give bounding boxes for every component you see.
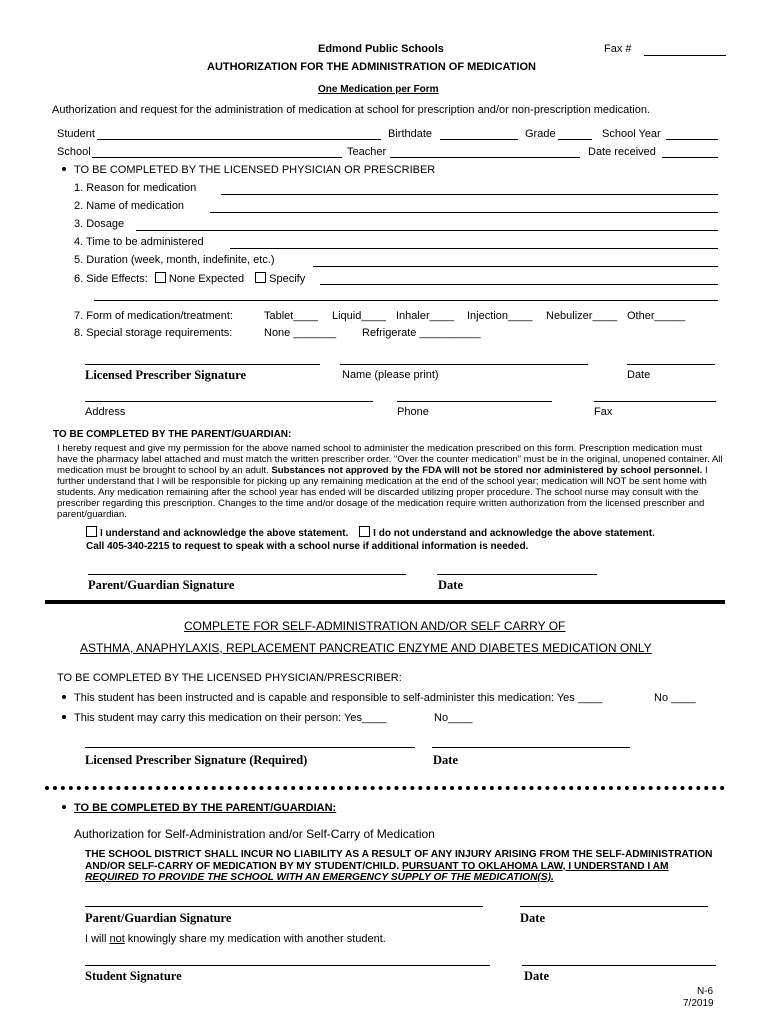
item-dosage: 3. Dosage xyxy=(74,218,125,230)
parent-signature-label: Parent/Guardian Signature xyxy=(88,578,235,592)
parent-heading: TO BE COMPLETED BY THE PARENT/GUARDIAN: xyxy=(53,429,292,440)
school-year-field[interactable] xyxy=(666,139,718,140)
reason-field[interactable] xyxy=(221,194,718,195)
prescriber-signature-label: Licensed Prescriber Signature xyxy=(85,368,247,382)
parent-date-line[interactable] xyxy=(437,574,597,575)
parent-signature-line[interactable] xyxy=(88,574,406,575)
prescriber-signature-line[interactable] xyxy=(85,364,320,365)
item-reason: 1. Reason for medication xyxy=(74,182,197,194)
date-line[interactable] xyxy=(627,364,715,365)
auth-title: Authorization for Self-Administration and/or Self-Carry of Medication xyxy=(74,827,435,841)
form-tablet[interactable]: Tablet____ xyxy=(264,310,318,322)
fax-label: Fax # xyxy=(604,43,632,55)
dotted-divider xyxy=(45,786,725,790)
dosage-field[interactable] xyxy=(136,230,718,231)
bullet-icon xyxy=(62,695,66,699)
form-title: AUTHORIZATION FOR THE ADMINISTRATION OF MEDICATION xyxy=(207,61,536,73)
storage-none[interactable]: None _______ xyxy=(264,327,337,339)
parent-self-heading: TO BE COMPLETED BY THE PARENT/GUARDIAN: xyxy=(62,802,336,814)
intro-text: Authorization and request for the administration of medication at school for prescription and/or non-prescription medication. xyxy=(52,104,650,116)
parent-permission-text: I hereby request and give my permission for the above named school to administer the medication prescribed on this form. Prescription medication must have the pharmacy label attached and must match the written prescriber order. “Over the counter medication” must be in the original, unopened container. All medication must be brought to school by an adult. Substances not approved by the FDA will not be stored nor administered by school personnel. I further understand that I will be responsible for picking up any remaining medication at the end of the school year; medication will NOT be sent home with students. Any medication remaining after the school year has ended will be discarded utilizing proper procedure. The school nurse may consult with the prescriber regarding this prescription. Changes to the time and/or dosage of the medication require written authorization from the licensed prescriber and parent/guardian. xyxy=(57,443,723,520)
understand-checkbox[interactable] xyxy=(86,526,97,537)
none-expected-checkbox[interactable] xyxy=(155,272,166,283)
form-liquid[interactable]: Liquid____ xyxy=(332,310,386,322)
item-duration: 5. Duration (week, month, indefinite, etc.) xyxy=(74,254,275,266)
parent-date-label: Date xyxy=(438,578,463,592)
form-inhaler[interactable]: Inhaler____ xyxy=(396,310,455,322)
item-side-effects: 6. Side Effects: None Expected Specify xyxy=(74,273,306,285)
self-admin-heading-2: ASTHMA, ANAPHYLAXIS, REPLACEMENT PANCREATIC ENZYME AND DIABETES MEDICATION ONLY xyxy=(80,641,652,655)
liability-text: THE SCHOOL DISTRICT SHALL INCUR NO LIABILITY AS A RESULT OF ANY INJURY ARISING FROM THE SELF-ADMINISTRATION AND/OR SELF-CARRY OF MEDICATION BY MY STUDENT/CHILD. PURSUANT TO OKLAHOMA LAW, I UNDERSTAND I AM REQUIRED TO PROVIDE THE SCHOOL WITH AN EMERGENCY SUPPLY OF THE MEDICATION(S). xyxy=(85,849,713,883)
bullet-icon xyxy=(62,805,66,809)
bullet-icon xyxy=(62,715,66,719)
fax-label-2: Fax xyxy=(594,406,613,418)
parent-self-date-label: Date xyxy=(520,911,545,925)
self-admin-date-line[interactable] xyxy=(432,747,630,748)
item-name: 2. Name of medication xyxy=(74,200,185,212)
form-injection[interactable]: Injection____ xyxy=(467,310,533,322)
self-administer-question: This student has been instructed and is capable and responsible to self-administer this medication: Yes ____ xyxy=(62,692,602,704)
section-divider xyxy=(45,600,725,604)
specify-field[interactable] xyxy=(320,284,718,285)
storage-refrigerate[interactable]: Refrigerate __________ xyxy=(362,327,481,339)
call-nurse-text: Call 405-340-2215 to request to speak with a school nurse if additional information is needed. xyxy=(86,541,529,552)
fax-field[interactable] xyxy=(644,55,726,56)
form-date: 7/2019 xyxy=(683,998,714,1009)
bullet-icon xyxy=(62,167,66,171)
student-date-label: Date xyxy=(524,969,549,983)
form-code: N-6 xyxy=(697,986,714,997)
form-subtitle: One Medication per Form xyxy=(318,84,439,95)
student-label: Student xyxy=(57,128,95,140)
self-carry-question: This student may carry this medication on their person: Yes____ xyxy=(62,712,386,724)
name-print-line[interactable] xyxy=(340,364,588,365)
self-admin-prescriber-signature-label: Licensed Prescriber Signature (Required) xyxy=(85,753,308,767)
parent-self-signature-line[interactable] xyxy=(85,906,483,907)
phone-label: Phone xyxy=(397,406,429,418)
teacher-field[interactable] xyxy=(390,157,580,158)
student-date-line[interactable] xyxy=(522,965,716,966)
grade-label: Grade xyxy=(525,128,556,140)
student-signature-label: Student Signature xyxy=(85,969,182,983)
phone-line[interactable] xyxy=(397,401,552,402)
share-statement: I will not knowingly share my medication with another student. xyxy=(85,933,386,945)
self-admin-heading-1: COMPLETE FOR SELF-ADMINISTRATION AND/OR SELF CARRY OF xyxy=(184,619,566,633)
grade-field[interactable] xyxy=(558,139,592,140)
school-name: Edmond Public Schools xyxy=(318,43,444,55)
address-line[interactable] xyxy=(85,401,373,402)
student-field[interactable] xyxy=(97,139,381,140)
school-label: School xyxy=(57,146,91,158)
side-effects-extra-field[interactable] xyxy=(94,300,718,301)
prescriber-heading: TO BE COMPLETED BY THE LICENSED PHYSICIAN OR PRESCRIBER xyxy=(62,164,435,176)
school-field[interactable] xyxy=(92,157,342,158)
duration-field[interactable] xyxy=(313,266,718,267)
not-understand-checkbox[interactable] xyxy=(359,526,370,537)
form-other[interactable]: Other_____ xyxy=(627,310,686,322)
med-name-field[interactable] xyxy=(210,212,718,213)
school-year-label: School Year xyxy=(602,128,661,140)
parent-self-signature-label: Parent/Guardian Signature xyxy=(85,911,232,925)
birthdate-field[interactable] xyxy=(440,139,518,140)
date-label: Date xyxy=(627,369,651,381)
birthdate-label: Birthdate xyxy=(388,128,433,140)
self-carry-no[interactable]: No____ xyxy=(434,712,473,724)
address-label: Address xyxy=(85,406,126,418)
parent-self-date-line[interactable] xyxy=(520,906,708,907)
acknowledge-row: I understand and acknowledge the above statement. I do not understand and acknowledge the above statement. xyxy=(86,526,655,539)
teacher-label: Teacher xyxy=(347,146,387,158)
fax-line[interactable] xyxy=(594,401,716,402)
item-storage: 8. Special storage requirements: xyxy=(74,327,233,339)
date-received-field[interactable] xyxy=(662,157,718,158)
name-print-label: Name (please print) xyxy=(342,369,439,381)
student-signature-line[interactable] xyxy=(85,965,490,966)
self-admin-prescriber-heading: TO BE COMPLETED BY THE LICENSED PHYSICIAN/PRESCRIBER: xyxy=(57,672,402,684)
item-time: 4. Time to be administered xyxy=(74,236,204,248)
self-administer-no[interactable]: No ____ xyxy=(654,692,696,704)
self-admin-prescriber-signature-line[interactable] xyxy=(85,747,415,748)
item-form: 7. Form of medication/treatment: xyxy=(74,310,233,322)
date-received-label: Date received xyxy=(588,146,656,158)
self-admin-date-label: Date xyxy=(433,753,458,767)
time-field[interactable] xyxy=(230,248,718,249)
form-nebulizer[interactable]: Nebulizer____ xyxy=(546,310,617,322)
specify-checkbox[interactable] xyxy=(255,272,266,283)
